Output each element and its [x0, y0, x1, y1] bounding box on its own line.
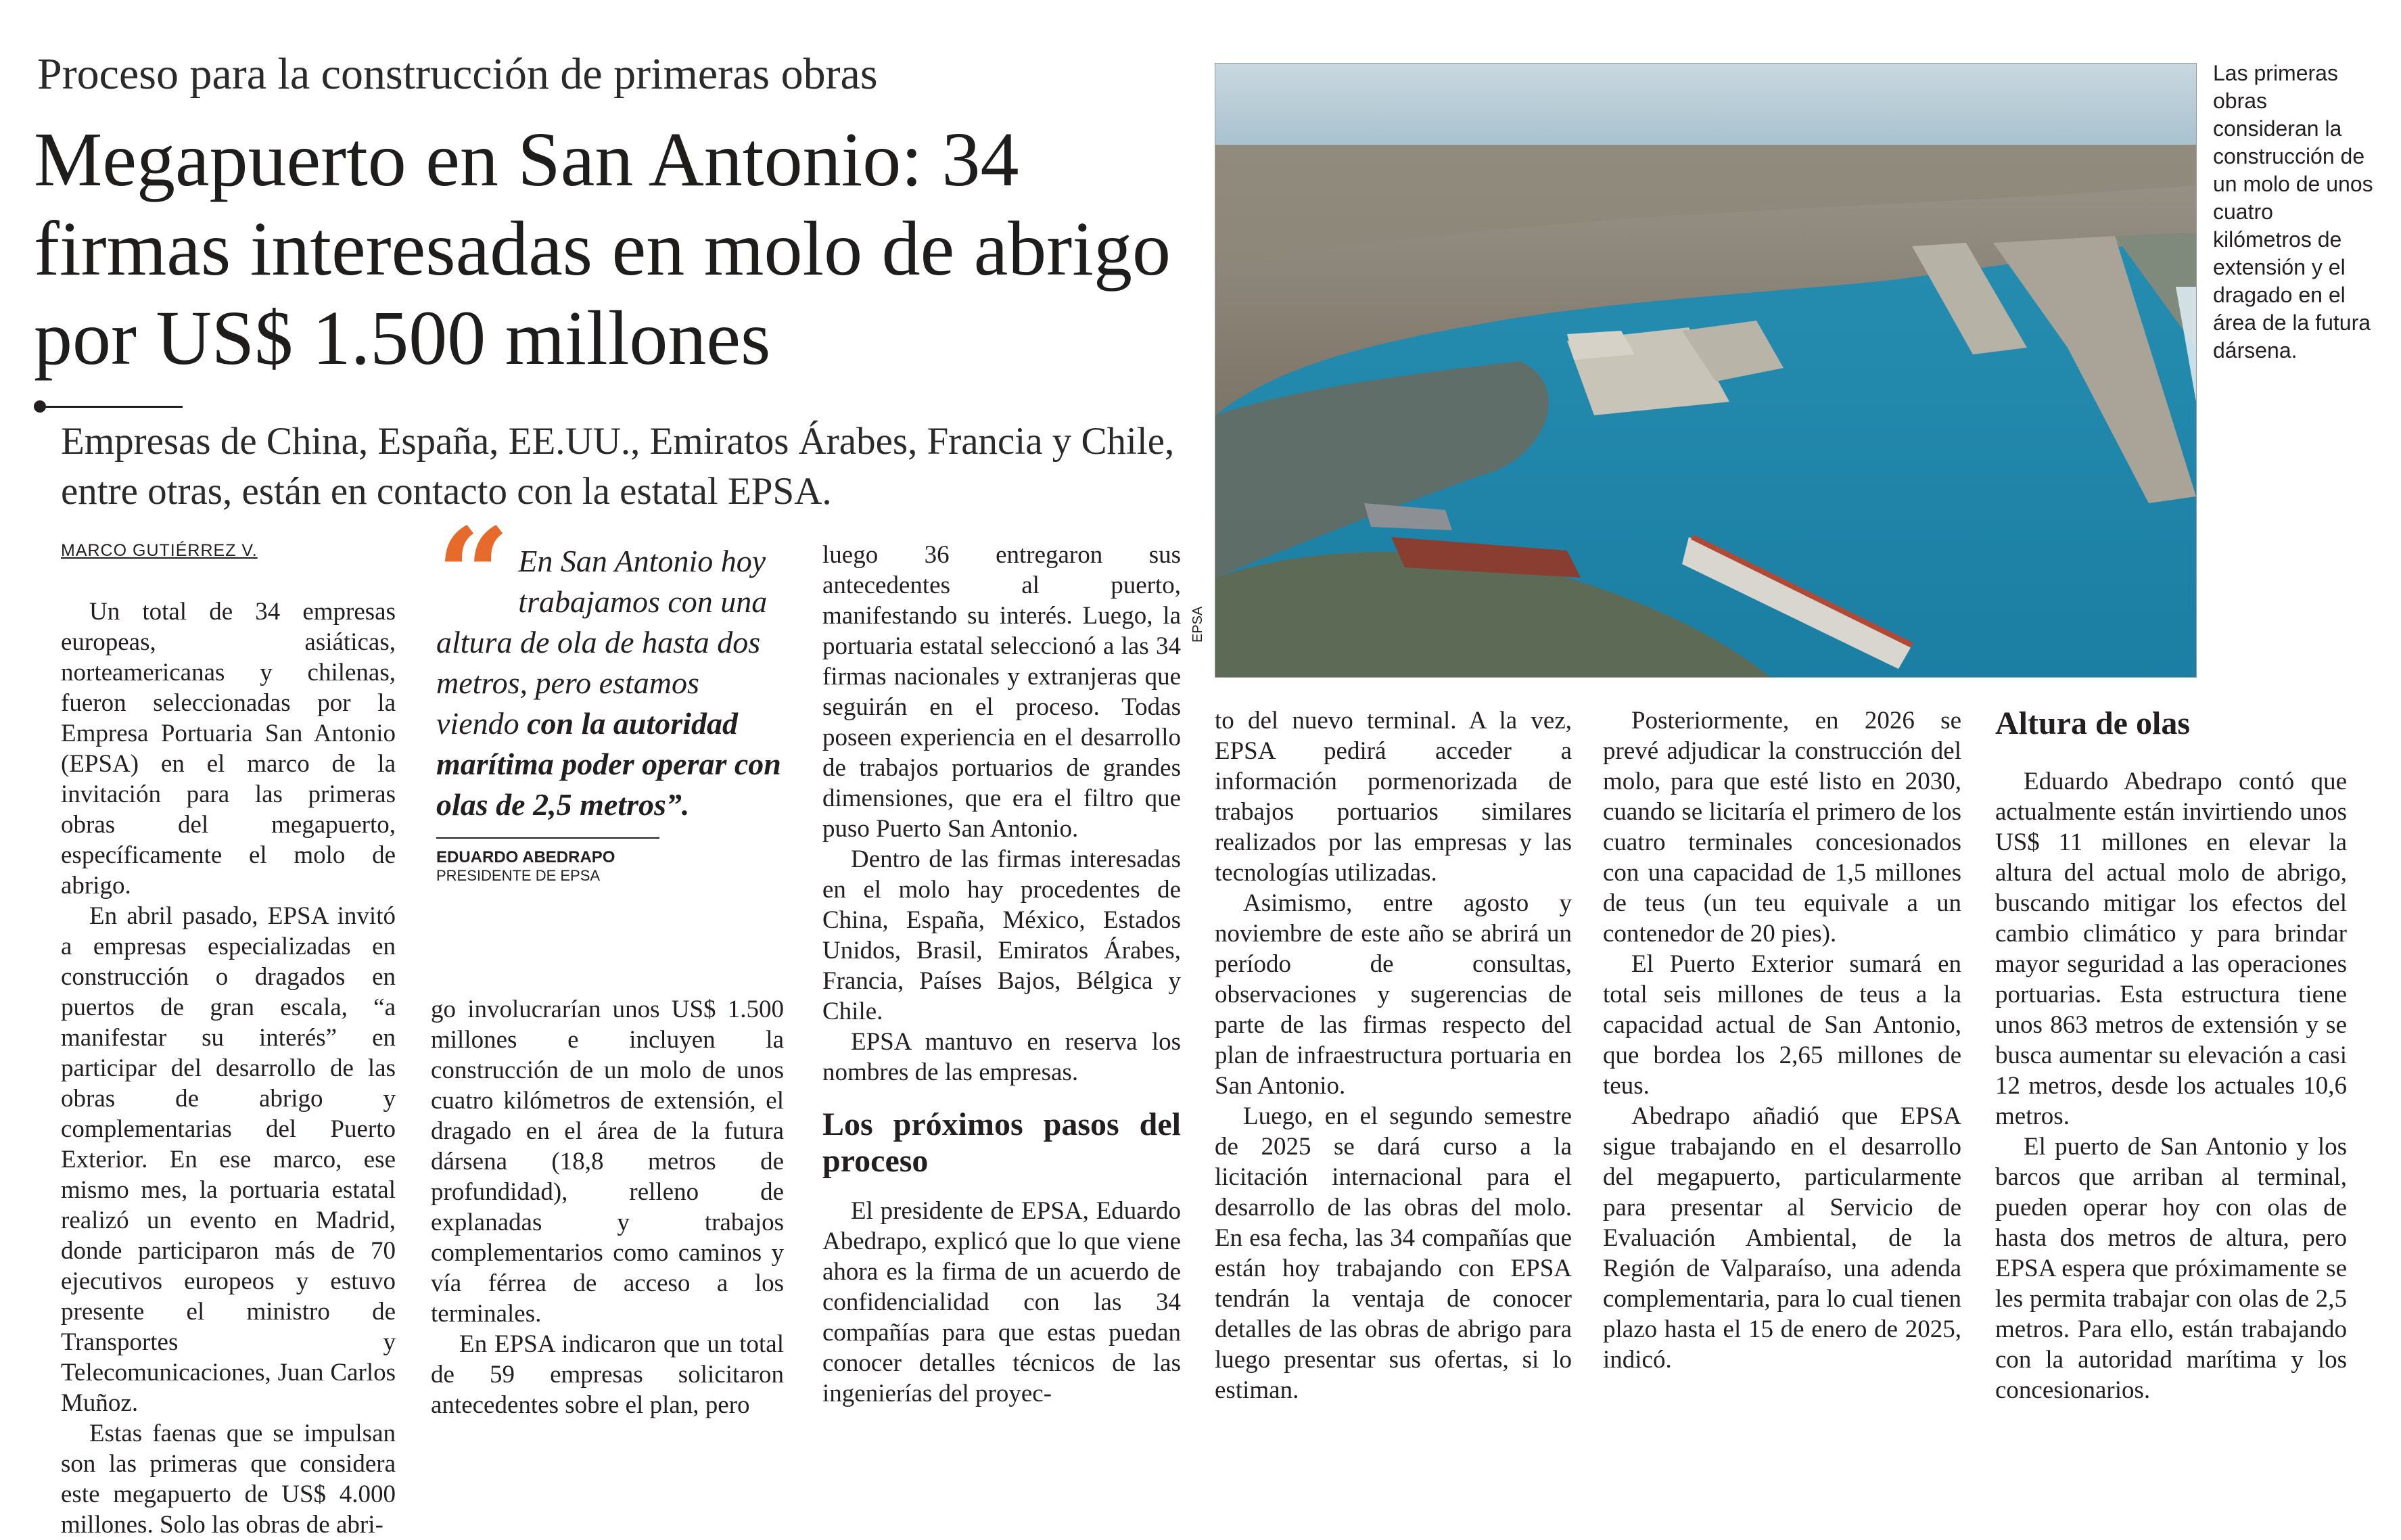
- column-6: [1995, 705, 2347, 1405]
- paragraph: EPSA mantuvo en reserva los nombres de las empresas.: [822, 1028, 1181, 1086]
- paragraph: El puerto de San Antonio y los barcos que arriban al terminal, pueden operar hoy con olas de hasta dos metros de altura, pero EPSA espera que próximamente se les permita trabajar con olas de 2,5 metros. Para ello, están trabajando con la autoridad marítima y los concesionarios.: [1995, 1133, 2347, 1404]
- column-3: [822, 540, 1181, 1409]
- paragraph: go involucrarían unos US$ 1.500 millones e incluyen la construcción de un molo de unos cuatro kilómetros de extensión, el dragado en el área de la futura dársena (18,8 metros de profundidad), relleno de explanadas y trabajos complementarios como caminos y vía férrea de acceso a los terminales.: [431, 996, 784, 1328]
- byline: MARCO GUTIÉRREZ V.: [61, 541, 258, 560]
- column-2: [431, 994, 784, 1420]
- port-aerial-photo: [1215, 63, 2197, 678]
- column-5: [1603, 705, 1961, 1375]
- paragraph: Asimismo, entre agosto y noviembre de este año se abrirá un período de consultas, observaciones y sugerencias de parte de las firmas respecto del plan de infraestructura portuaria en San Antonio.: [1215, 889, 1572, 1100]
- paragraph: Eduardo Abedrapo contó que actualmente están invirtiendo unos US$ 11 millones en elevar la altura del actual molo de abrigo, buscando mitigar los efectos del cambio climático y para brindar mayor seguridad a las operaciones portuarias. Esta estructura tiene unos 863 metros de extensión y se busca aumentar su elevación a casi 12 metros, desde los actuales 10,6 metros.: [1995, 768, 2347, 1130]
- paragraph: El Puerto Exterior sumará en total seis millones de teus a la capacidad actual de San Antonio, que bordea los 2,65 millones de teus.: [1603, 950, 1961, 1100]
- quote-text-italic: En San Antonio hoy trabajamos con una altura de ola de hasta dos metros, pero estamos viendo: [436, 544, 768, 741]
- quote-mark-icon: “: [436, 500, 511, 651]
- section-heading: Altura de olas: [1995, 705, 2190, 741]
- quote-role: PRESIDENTE DE EPSA: [436, 867, 601, 884]
- paragraph: luego 36 entregaron sus antecedentes al puerto, manifestando su interés. Luego, la portuaria estatal seleccionó a las 34 firmas nacionales y extranjeras que seguirán en el proceso. Todas poseen experiencia en el desarrollo de trabajos portuarios de grandes dimensiones, que era el filtro que puso Puerto San Antonio.: [822, 541, 1181, 843]
- paragraph: Luego, en el segundo semestre de 2025 se dará curso a la licitación internacional para el desarrollo de las obras del molo. En esa fecha, las 34 compañías que están hoy trabajando con EPSA tendrán la ventaja de conocer detalles de las obras de abrigo para luego presentar sus ofertas, si lo estiman.: [1215, 1102, 1572, 1404]
- photo-caption: Las primeras obras consideran la construcción de un molo de unos cuatro kilómetros de extensión y el dragado en el área de la futura dársena.: [2213, 61, 2373, 363]
- article-deck: Empresas de China, España, EE.UU., Emiratos Árabes, Francia y Chile, entre otras, están en contacto con la estatal EPSA.: [61, 420, 1175, 513]
- paragraph: El presidente de EPSA, Eduardo Abedrapo, explicó que lo que viene ahora es la firma de un acuerdo de confidencialidad con las 34 compañías para que estas puedan conocer detalles técnicos de las ingenierías del proyec-: [822, 1197, 1181, 1407]
- column-1: [61, 597, 396, 1540]
- paragraph: Estas faenas que se impulsan son las primeras que considera este megapuerto de US$ 4.000 millones. Solo las obras de abri-: [61, 1420, 396, 1539]
- article-kicker: Proceso para la construcción de primeras obras: [37, 49, 878, 99]
- section-heading: Los próximos pasos del proceso: [822, 1106, 1181, 1179]
- rule-line: [41, 406, 183, 408]
- paragraph: to del nuevo terminal. A la vez, EPSA pedirá acceder a información pormenorizada de trabajos portuarios similares realizados por las empresas y las tecnologías utilizadas.: [1215, 707, 1572, 887]
- paragraph: Un total de 34 empresas europeas, asiáticas, norteamericanas y chilenas, fueron seleccionadas por la Empresa Portuaria San Antonio (EPSA) en el marco de la invitación para las primeras obras del megapuerto, específicamente el molo de abrigo.: [61, 598, 396, 900]
- paragraph: En abril pasado, EPSA invitó a empresas especializadas en construcción o dragados en puertos de gran escala, “a manifestar su interés” en participar del desarrollo de las obras de abrigo y complementarias del Puerto Exterior. En ese marco, ese mismo mes, la portuaria estatal realizó un evento en Madrid, donde participaron más de 70 ejecutivos europeos y estuvo presente el ministro de Transportes y Telecomunicaciones, Juan Carlos Muñoz.: [61, 902, 396, 1417]
- paragraph: En EPSA indicaron que un total de 59 empresas solicitaron antecedentes sobre el plan, pero: [431, 1330, 784, 1419]
- paragraph: Posteriormente, en 2026 se prevé adjudicar la construcción del molo, para que esté listo en 2030, cuando se licitaría el primero de los cuatro terminales concesionados con una capacidad de 1,5 millones de teus (un teu equivale a un contenedor de 20 pies).: [1603, 707, 1961, 948]
- port-aerial-illustration: [1215, 64, 2196, 677]
- column-4: [1215, 705, 1572, 1405]
- article-headline: Megapuerto en San Antonio: 34 firmas interesadas en molo de abrigo por US$ 1.500 millones: [34, 116, 1171, 381]
- paragraph: Abedrapo añadió que EPSA sigue trabajando en el desarrollo del megapuerto, particularmente para presentar al Servicio de Evaluación Ambiental, de la Región de Valparaíso, una adenda complementaria, para lo cual tienen plazo hasta el 15 de enero de 2025, indicó.: [1603, 1102, 1961, 1374]
- pull-quote: [436, 500, 788, 885]
- paragraph: Dentro de las firmas interesadas en el molo hay procedentes de China, España, México, Estados Unidos, Brasil, Emiratos Árabes, Francia, Países Bajos, Bélgica y Chile.: [822, 845, 1181, 1025]
- quote-author: EDUARDO ABEDRAPO: [436, 837, 659, 867]
- photo-credit: EPSA: [1190, 606, 1205, 643]
- quote-text-bold: con la autoridad marítima poder operar con olas de 2,5 metros”.: [436, 706, 781, 822]
